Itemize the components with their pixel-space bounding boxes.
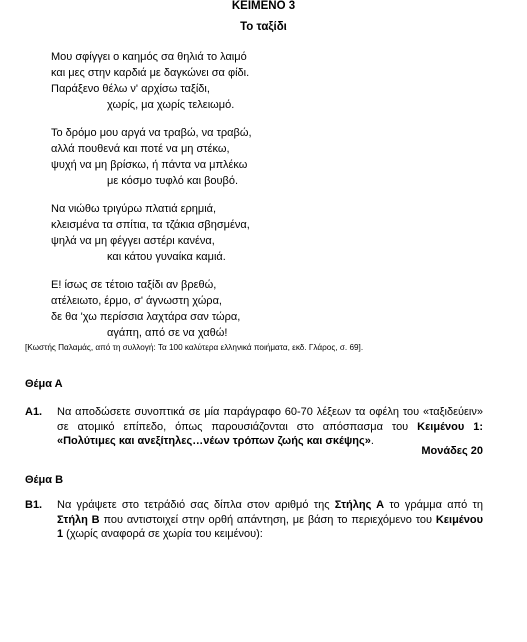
poem-line: Να νιώθω τριγύρω πλατιά ερημιά,: [51, 203, 217, 215]
punctuation: :: [479, 420, 484, 433]
poem-title: Το ταξίδι: [240, 21, 287, 33]
marks-label: Μονάδες 20: [421, 445, 483, 457]
text-label: ΚΕΙΜΕΝΟ 3: [231, 0, 296, 12]
section-heading-b: Θέμα Β: [25, 474, 64, 486]
question-number: Α1.: [25, 406, 43, 418]
question-text-part: που αντιστοιχεί στην ορθή απάντηση, με βάση το περιεχόμενο του: [99, 513, 436, 526]
poem-line: Μου σφίγγει ο καημός σα θηλιά το λαιμό: [51, 51, 247, 63]
question-text-part: Να αποδώσετε συνοπτικά σε μία παράγραφο 60-70 λέξεων τα οφέλη του «ταξιδεύειν» σε ατομικό επίπεδο, όπως παρουσιάζονται στο απόσπασμα του: [57, 406, 483, 433]
poem-line: Παράξενο θέλω ν' αρχίσω ταξίδι,: [51, 83, 210, 95]
poem-line: χωρίς, μα χωρίς τελειωμό.: [107, 99, 235, 111]
question-text: [57, 405, 483, 449]
poem-stanza: [51, 277, 252, 341]
poem-stanza: [51, 125, 252, 189]
column-a-label: Στήλης Α: [334, 499, 385, 511]
question-text: [57, 498, 483, 542]
poem-line: και μες στην καρδιά με δαγκώνει σα φίδι.: [51, 67, 250, 79]
column-b-label: Στήλη Β: [57, 513, 100, 526]
question-a1: [25, 405, 483, 449]
question-text-part: το γράμμα από τη: [384, 499, 483, 511]
poem: [51, 49, 252, 353]
poem-line: Το δρόμο μου αργά να τραβώ, να τραβώ,: [51, 127, 252, 139]
poem-line: και κάτου γυναίκα καμιά.: [107, 251, 226, 263]
punctuation: .: [370, 435, 374, 447]
poem-stanza: [51, 201, 252, 265]
poem-line: ατέλειωτο, έρμο, σ' άγνωστη χώρα,: [51, 295, 222, 307]
poem-line: με κόσμο τυφλό και βουβό.: [107, 175, 239, 187]
poem-line: αλλά πουθενά και ποτέ να μη στέκω,: [51, 143, 230, 155]
poem-stanza: [51, 49, 252, 113]
poem-line: δε θα 'χω περίσσια λαχτάρα σαν τώρα,: [51, 311, 241, 323]
section-heading-a: Θέμα Α: [25, 378, 63, 390]
poem-line: ψυχή να μη βρίσκω, ή πάντα να μπλέκω: [51, 159, 248, 171]
quoted-excerpt: «Πολύτιμες και ανεξίτηλες…νέων τρόπων ζωής και σκέψης»: [57, 435, 371, 447]
question-number: Β1.: [25, 499, 43, 511]
poem-line: κλεισμένα τα σπίτια, τα τζάκια σβησμένα,: [51, 219, 250, 231]
poem-line: Ε! ίσως σε τέτοιο ταξίδι αν βρεθώ,: [51, 279, 217, 291]
text-reference: Κειμένου 1: [57, 513, 483, 540]
question-text-part: (χωρίς αναφορά σε χωρία του κειμένου):: [63, 528, 263, 540]
poem-source: [Κωστής Παλαμάς, από τη συλλογή: Τα 100 καλύτερα ελληνικά ποιήματα, εκδ. Γλάρος, σ. 69].: [25, 343, 364, 352]
poem-line: ψηλά να μη φέγγει αστέρι κανένα,: [51, 235, 215, 247]
poem-line: αγάπη, από σε να χαθώ!: [107, 327, 228, 339]
text-reference: Κειμένου 1: [417, 420, 480, 433]
question-text-part: Να γράψετε στο τετράδιό σας δίπλα στον αριθμό της: [57, 499, 335, 511]
question-b1: [25, 498, 483, 542]
